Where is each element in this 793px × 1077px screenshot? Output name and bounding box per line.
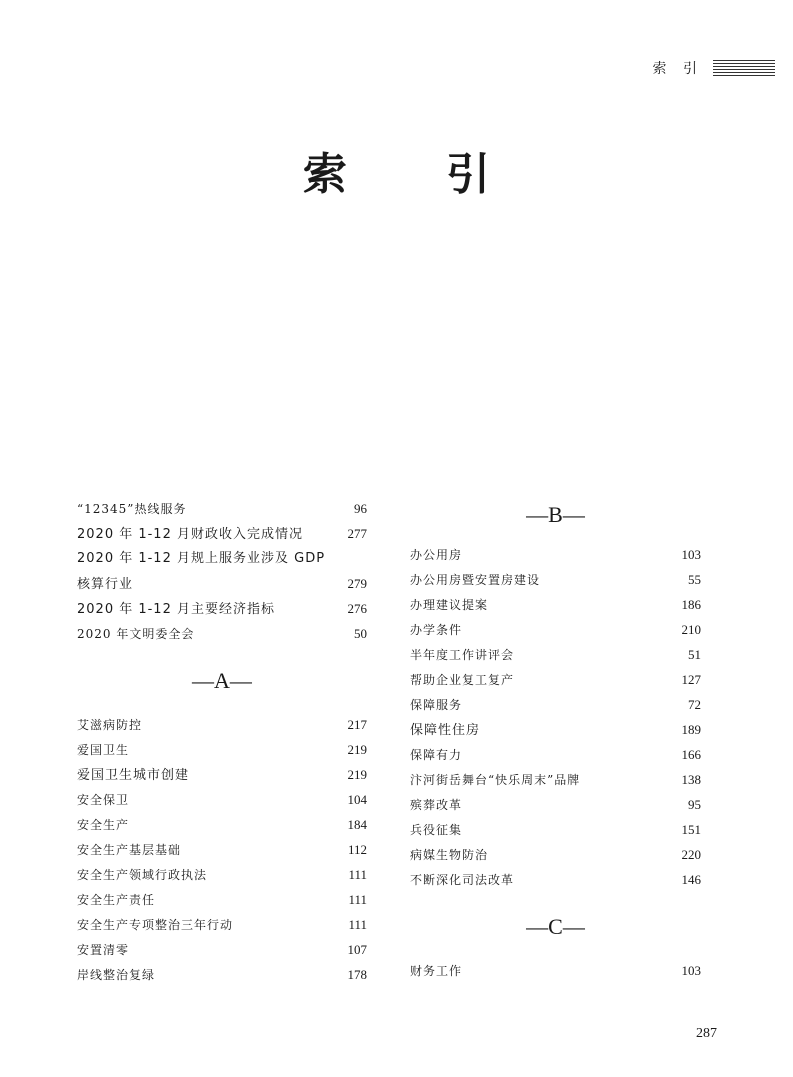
index-page: 111 — [348, 917, 367, 932]
index-entry — [77, 621, 367, 646]
index-entry — [410, 817, 701, 842]
index-page: 50 — [354, 626, 367, 641]
index-entry — [77, 737, 367, 762]
index-entry — [77, 962, 367, 987]
index-term: 核算行业 — [77, 577, 134, 592]
index-entry — [77, 521, 367, 546]
index-entry — [410, 792, 701, 817]
index-term: 安全生产 — [77, 818, 130, 832]
index-term: 爱国卫生城市创建 — [77, 768, 190, 783]
index-page: 184 — [347, 817, 367, 832]
index-entry — [77, 937, 367, 962]
index-entry — [410, 642, 701, 667]
index-term: 保障性住房 — [410, 723, 481, 738]
page-number: 287 — [696, 1026, 717, 1041]
index-page: 51 — [688, 647, 701, 662]
index-page: 279 — [347, 576, 367, 591]
index-page: 55 — [688, 572, 701, 587]
index-term: 安全生产专项整治三年行动 — [77, 918, 234, 932]
index-page: 107 — [347, 942, 367, 957]
index-page: 166 — [681, 747, 701, 762]
index-entry — [77, 596, 367, 621]
index-term: 安全生产基层基础 — [77, 843, 182, 857]
index-page: 95 — [688, 797, 701, 812]
index-page: 189 — [681, 722, 701, 737]
index-page: 186 — [681, 597, 701, 612]
index-page: 151 — [681, 822, 701, 837]
index-entry — [77, 812, 367, 837]
index-term: 兵役征集 — [410, 823, 463, 837]
index-term: 安全生产责任 — [77, 893, 156, 907]
index-page: 111 — [348, 892, 367, 907]
running-head — [653, 58, 775, 78]
index-entry — [410, 567, 701, 592]
index-term: “12345”热线服务 — [77, 502, 187, 516]
index-page: 112 — [347, 842, 367, 857]
index-entry — [410, 617, 701, 642]
index-term: 财务工作 — [410, 964, 463, 978]
index-entry — [410, 592, 701, 617]
index-right-column — [410, 500, 701, 983]
page-title: 索 引 — [302, 149, 533, 200]
index-page: 104 — [347, 792, 367, 807]
index-entry — [77, 837, 367, 862]
index-term: 艾滋病防控 — [77, 718, 143, 732]
section-heading-a: —A— — [192, 668, 252, 693]
index-term: 病媒生物防治 — [410, 848, 489, 862]
index-entry — [77, 762, 367, 787]
index-term: 安全生产领域行政执法 — [77, 868, 208, 882]
index-entry — [410, 542, 701, 567]
index-term: 安置清零 — [77, 943, 130, 957]
index-term: 2020 年 1-12 月主要经济指标 — [77, 602, 275, 617]
index-page: 127 — [681, 672, 701, 687]
index-entry — [77, 712, 367, 737]
section-heading-b: —B— — [526, 502, 585, 527]
index-entry — [410, 958, 701, 983]
index-entry — [410, 867, 701, 892]
index-page: 219 — [347, 742, 367, 757]
index-entry — [77, 496, 367, 521]
index-page: 178 — [347, 967, 367, 982]
running-head-rule — [713, 60, 775, 76]
index-term: 办学条件 — [410, 623, 463, 637]
section-heading-c: —C— — [526, 914, 585, 939]
index-term: 爱国卫生 — [77, 743, 130, 757]
index-page: 96 — [354, 501, 367, 516]
index-entry — [77, 862, 367, 887]
index-page: 210 — [681, 622, 701, 637]
index-entry — [410, 717, 701, 742]
index-page: 219 — [347, 767, 367, 782]
index-term: 办公用房暨安置房建设 — [410, 573, 541, 587]
index-left-column — [77, 496, 367, 987]
index-page: 220 — [681, 847, 701, 862]
index-entry — [77, 546, 367, 571]
index-term: 岸线整治复绿 — [77, 968, 156, 982]
index-page: 276 — [347, 601, 367, 616]
index-entry — [410, 667, 701, 692]
index-page: 111 — [348, 867, 367, 882]
index-entry — [410, 742, 701, 767]
index-term: 保障有力 — [410, 748, 463, 762]
index-entry — [77, 912, 367, 937]
index-term: 办理建议提案 — [410, 598, 489, 612]
index-term: 保障服务 — [410, 698, 463, 712]
index-term: 帮助企业复工复产 — [410, 673, 515, 687]
index-term: 办公用房 — [410, 548, 463, 562]
index-term: 2020 年文明委全会 — [77, 627, 195, 641]
index-page: 146 — [681, 872, 701, 887]
index-page: 103 — [681, 963, 701, 978]
index-entry — [77, 787, 367, 812]
index-term: 2020 年 1-12 月规上服务业涉及 GDP — [77, 551, 326, 566]
index-term: 半年度工作讲评会 — [410, 648, 515, 662]
running-head-text: 索 引 — [652, 61, 703, 77]
index-page: 277 — [347, 526, 367, 541]
index-term: 汴河街岳舞台“快乐周末”品牌 — [410, 773, 581, 787]
index-page: 72 — [688, 697, 701, 712]
index-entry — [410, 767, 701, 792]
index-term: 安全保卫 — [77, 793, 130, 807]
index-entry — [410, 692, 701, 717]
index-term: 殡葬改革 — [410, 798, 463, 812]
index-page: 103 — [681, 547, 701, 562]
index-page: 138 — [681, 772, 701, 787]
index-term: 2020 年 1-12 月财政收入完成情况 — [77, 527, 303, 542]
index-entry — [410, 842, 701, 867]
index-entry-continuation — [77, 571, 367, 596]
index-term: 不断深化司法改革 — [410, 873, 515, 887]
index-entry — [77, 887, 367, 912]
index-page: 217 — [347, 717, 367, 732]
